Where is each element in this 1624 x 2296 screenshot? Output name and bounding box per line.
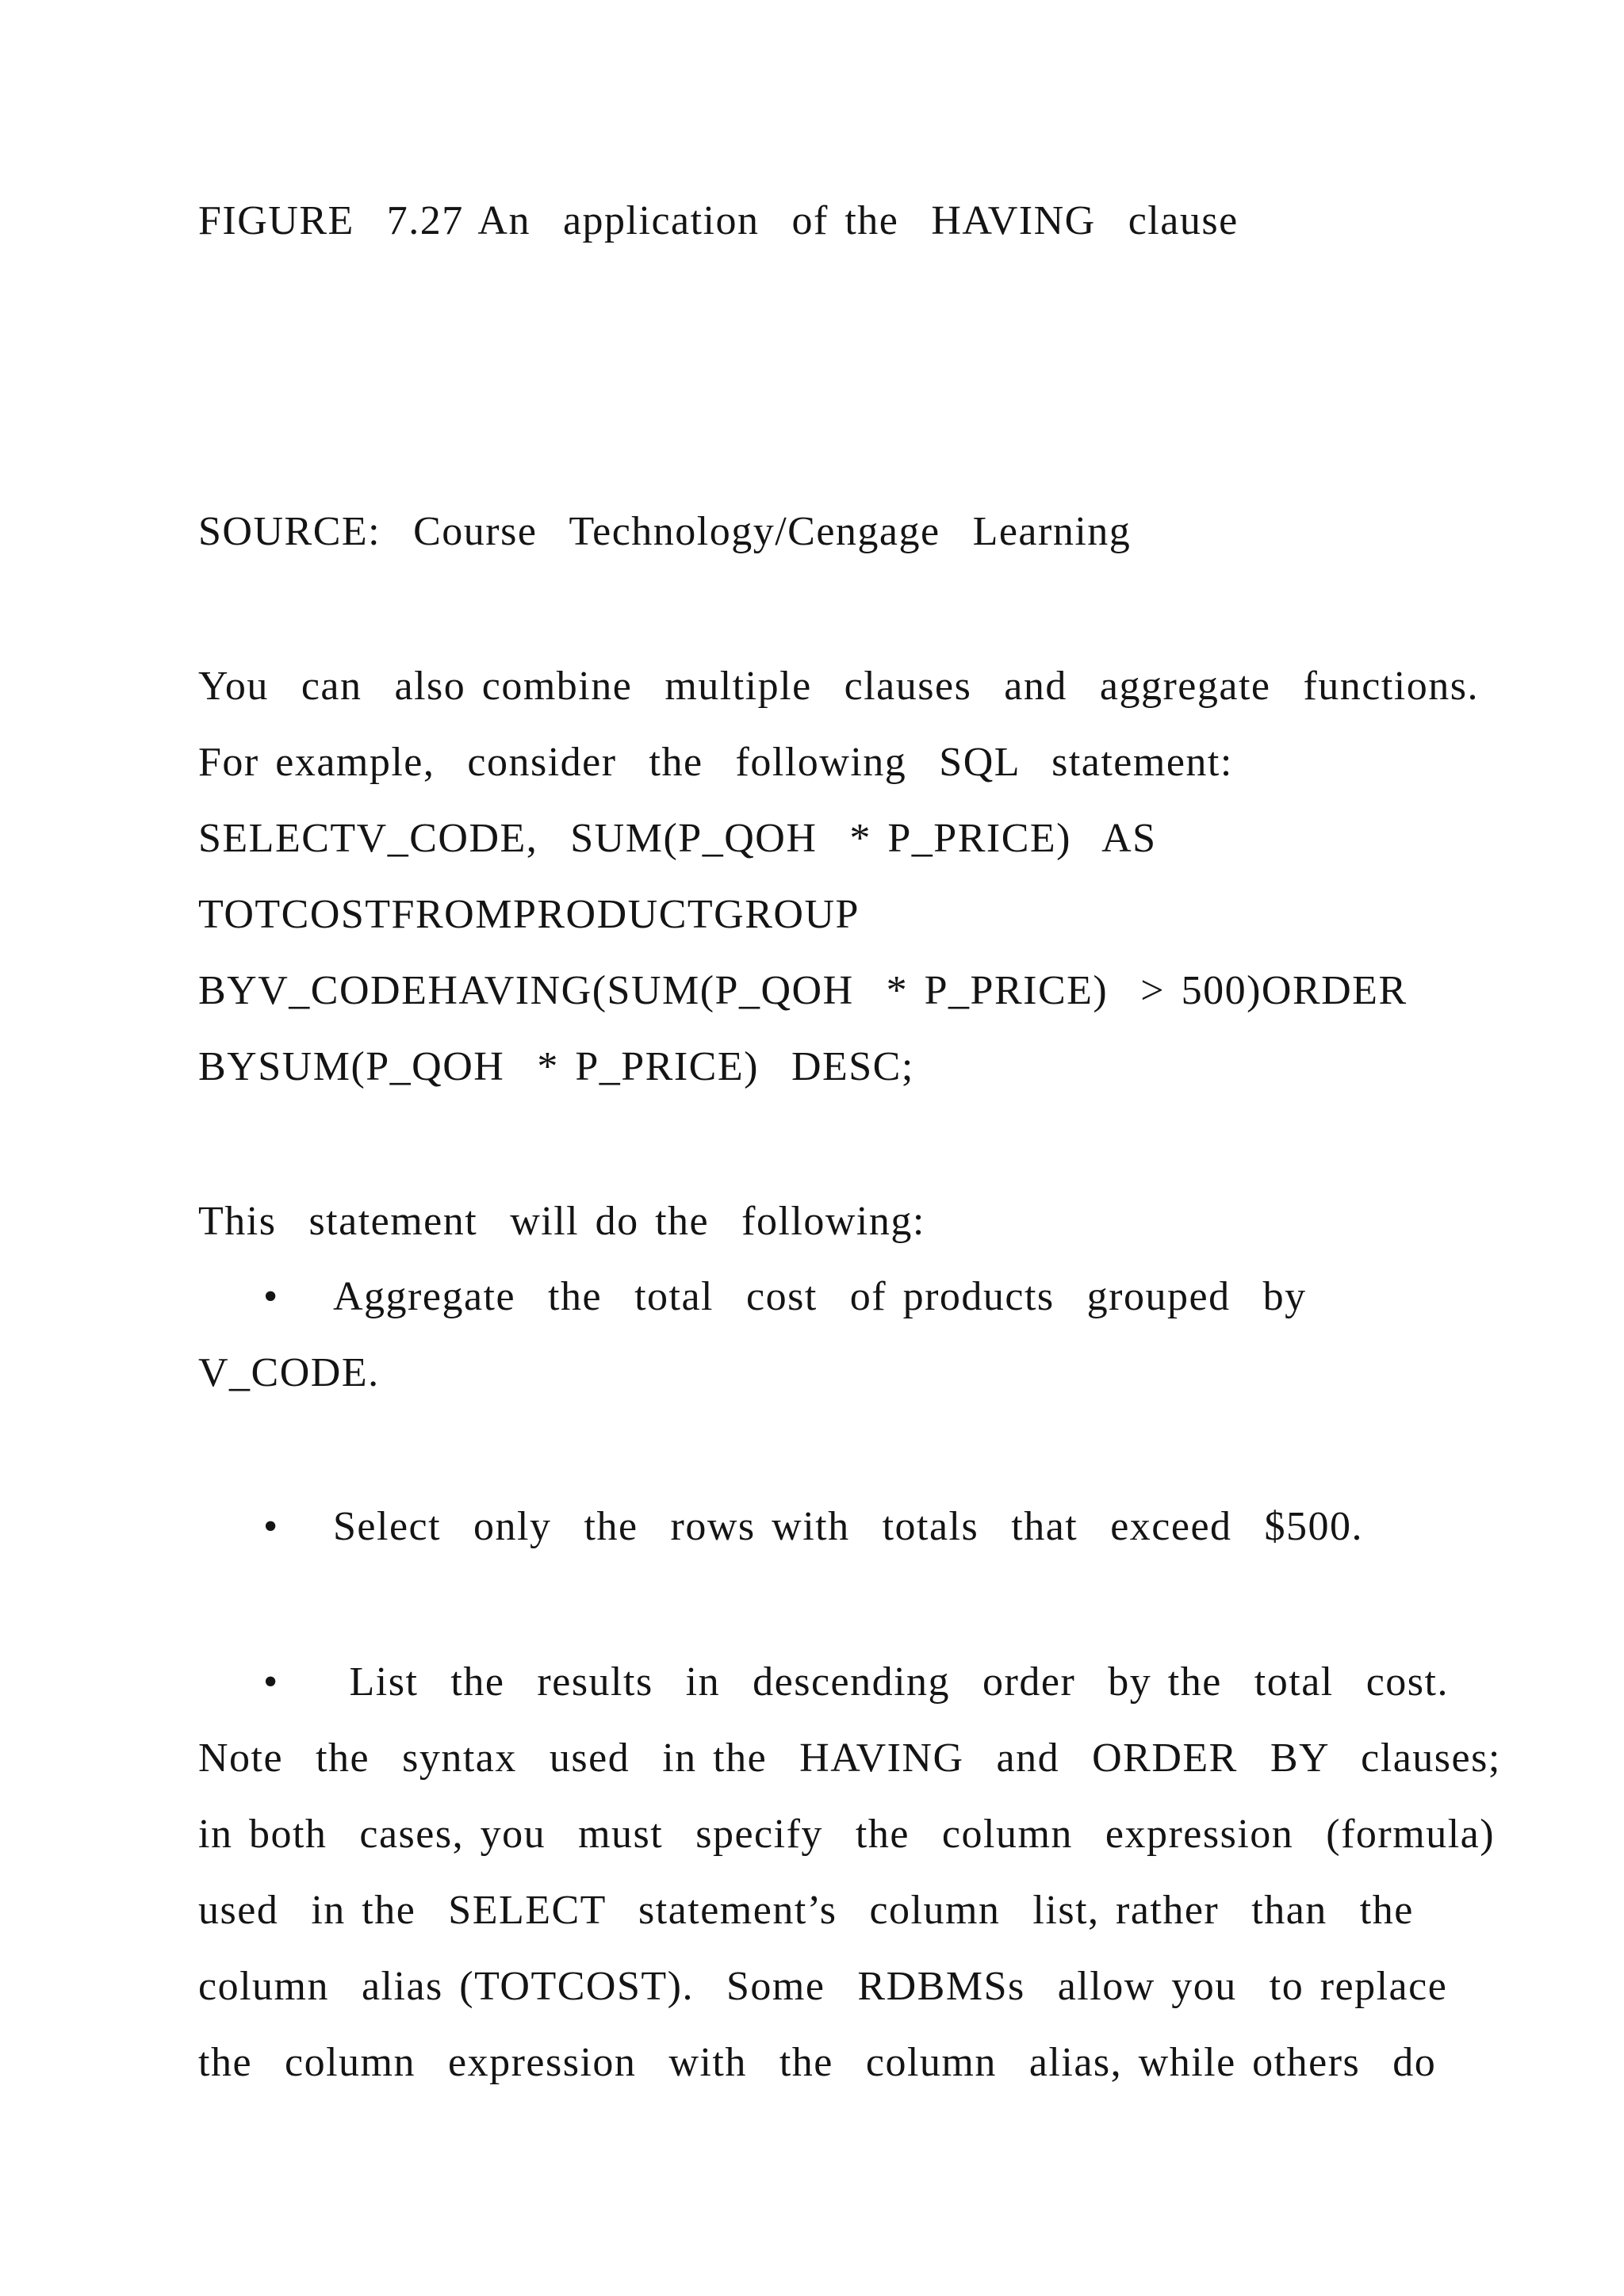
bullet-2-text: Select only the rows with totals that exceed $500. [333, 1504, 1364, 1549]
note-line-3: used in the SELECT statement’s column list, rather than the [198, 1888, 1414, 1933]
note-line-2: in both cases, you must specify the column expression (formula) [198, 1812, 1496, 1857]
sql-line-3: BYV_CODEHAVING(SUM(P_QOH * P_PRICE) > 500)ORDER [198, 968, 1408, 1013]
bullet-1-symbol: • [263, 1274, 279, 1319]
sql-line-2: TOTCOSTFROMPRODUCTGROUP [198, 892, 860, 937]
figure-caption: FIGURE 7.27 An application of the HAVING clause [198, 198, 1239, 243]
note-line-4: column alias (TOTCOST). Some RDBMSs allow you to replace [198, 1964, 1448, 2009]
intro-line-1: You can also combine multiple clauses and aggregate functions. [198, 664, 1479, 709]
bullet-3-text: List the results in descending order by the total cost. [333, 1659, 1449, 1705]
sql-line-1: SELECTV_CODE, SUM(P_QOH * P_PRICE) AS [198, 816, 1157, 861]
bullet-2-symbol: • [263, 1504, 279, 1549]
steps-lead: This statement will do the following: [198, 1199, 925, 1244]
note-line-5: the column expression with the column alias, while others do [198, 2040, 1437, 2085]
figure-source: SOURCE: Course Technology/Cengage Learning [198, 509, 1132, 554]
note-line-1: Note the syntax used in the HAVING and ORDER BY clauses; [198, 1735, 1501, 1781]
intro-line-2: For example, consider the following SQL statement: [198, 740, 1233, 785]
bullet-3-symbol: • [263, 1659, 279, 1705]
bullet-1-continuation: V_CODE. [198, 1350, 380, 1395]
sql-line-4: BYSUM(P_QOH * P_PRICE) DESC; [198, 1044, 914, 1089]
bullet-1-text: Aggregate the total cost of products grouped by [333, 1274, 1307, 1319]
